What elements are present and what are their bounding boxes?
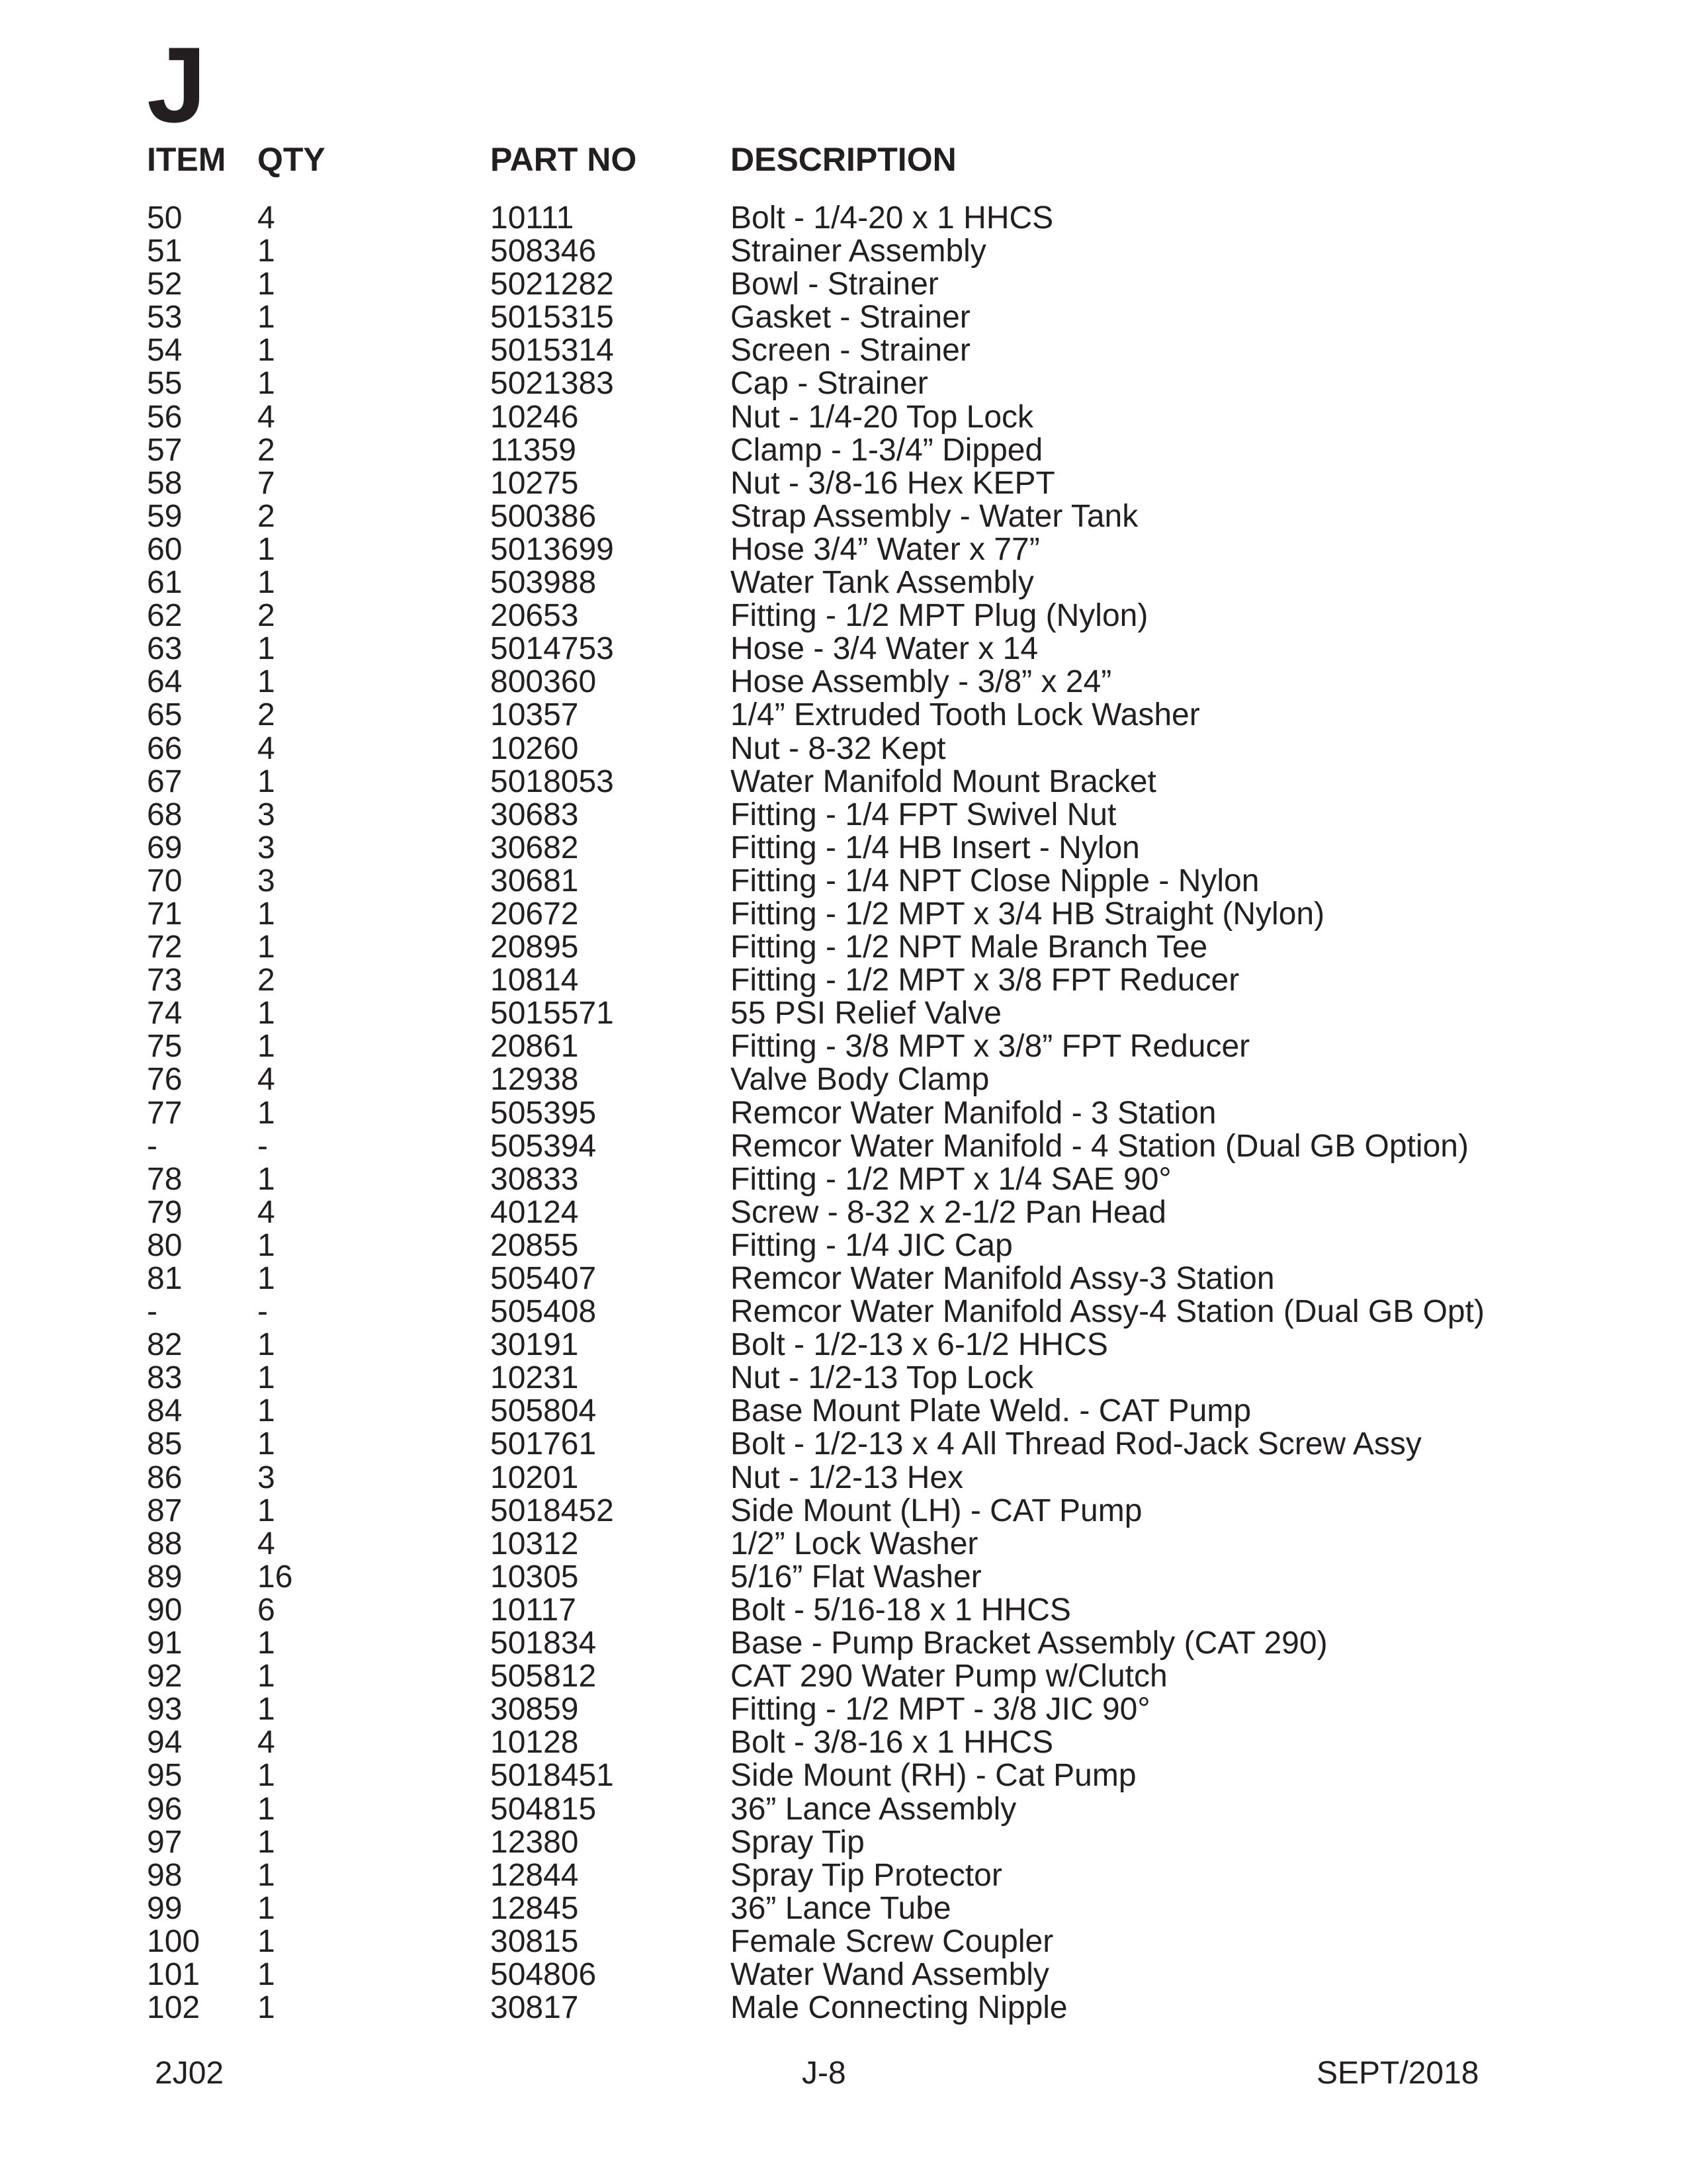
row-description: Remcor Water Manifold - 4 Station (Dual GB Option) <box>730 1128 1469 1164</box>
row-qty: 1 <box>257 1758 275 1794</box>
row-qty: 16 <box>257 1559 293 1594</box>
row-item: 101 <box>147 1956 200 1992</box>
table-row <box>0 1627 1687 1660</box>
row-qty: 1 <box>257 1923 275 1959</box>
row-part-no: 12938 <box>490 1062 579 1098</box>
row-part-no: 10128 <box>490 1725 579 1761</box>
row-description: Fitting - 1/4 HB Insert - Nylon <box>730 830 1140 865</box>
row-qty: 1 <box>257 234 275 269</box>
page-footer <box>0 2055 1687 2095</box>
row-part-no: 5018053 <box>490 764 614 799</box>
row-qty: 2 <box>257 697 275 733</box>
row-item: - <box>147 1294 157 1330</box>
table-row <box>0 1594 1687 1627</box>
row-description: 1/2” Lock Washer <box>730 1526 978 1561</box>
table-row <box>0 1892 1687 1925</box>
table-row <box>0 765 1687 799</box>
table-row <box>0 1726 1687 1759</box>
row-qty: 1 <box>257 1659 275 1694</box>
row-part-no: 11359 <box>490 432 576 468</box>
row-part-no: 5013699 <box>490 531 614 567</box>
row-description: Spray Tip Protector <box>730 1857 1002 1893</box>
row-description: Hose Assembly - 3/8” x 24” <box>730 664 1112 700</box>
row-part-no: 10201 <box>490 1460 579 1495</box>
table-header <box>0 140 1687 180</box>
row-description: 1/4” Extruded Tooth Lock Washer <box>730 697 1200 733</box>
row-qty: 3 <box>257 1460 275 1495</box>
table-row <box>0 931 1687 964</box>
row-item: 93 <box>147 1692 183 1727</box>
row-qty: 1 <box>257 1327 275 1363</box>
table-row <box>0 1295 1687 1329</box>
table-row <box>0 500 1687 533</box>
row-item: 58 <box>147 465 183 501</box>
row-qty: 2 <box>257 963 275 998</box>
row-description: Nut - 1/2-13 Hex <box>730 1460 964 1495</box>
row-item: 100 <box>147 1923 200 1959</box>
row-part-no: 505812 <box>490 1659 597 1694</box>
row-description: Clamp - 1-3/4” Dipped <box>730 432 1043 468</box>
table-row <box>0 1428 1687 1461</box>
row-description: Bolt - 5/16-18 x 1 HHCS <box>730 1592 1071 1628</box>
row-description: Fitting - 1/4 NPT Close Nipple - Nylon <box>730 863 1260 898</box>
table-row <box>0 1462 1687 1495</box>
row-part-no: 10260 <box>490 730 579 766</box>
header-part-no: PART NO <box>490 141 637 178</box>
header-qty: QTY <box>257 141 325 178</box>
row-qty: 1 <box>257 366 275 402</box>
row-qty: 1 <box>257 1890 275 1926</box>
row-qty: 3 <box>257 797 275 832</box>
row-description: 5/16” Flat Washer <box>730 1559 982 1594</box>
row-part-no: 5021383 <box>490 366 614 402</box>
row-qty: 1 <box>257 1956 275 1992</box>
table-row <box>0 599 1687 633</box>
row-part-no: 10312 <box>490 1526 579 1561</box>
table-row <box>0 202 1687 235</box>
row-part-no: 30191 <box>490 1327 579 1363</box>
table-row <box>0 235 1687 268</box>
row-description: Nut - 1/2-13 Top Lock <box>730 1360 1034 1396</box>
row-part-no: 40124 <box>490 1194 579 1230</box>
row-description: Nut - 1/4-20 Top Lock <box>730 399 1034 435</box>
table-row <box>0 367 1687 400</box>
row-item: 87 <box>147 1493 183 1528</box>
table-row <box>0 467 1687 500</box>
table-row <box>0 1030 1687 1063</box>
row-part-no: 505407 <box>490 1261 597 1296</box>
row-description: Fitting - 1/2 MPT x 3/4 HB Straight (Nylon) <box>730 896 1325 932</box>
table-row <box>0 533 1687 566</box>
row-description: Fitting - 1/2 MPT Plug (Nylon) <box>730 598 1148 634</box>
table-row <box>0 1130 1687 1163</box>
row-item: 51 <box>147 234 183 269</box>
row-part-no: 5018451 <box>490 1758 614 1794</box>
row-item: 78 <box>147 1161 183 1197</box>
row-description: Bolt - 1/4-20 x 1 HHCS <box>730 200 1054 236</box>
row-description: Remcor Water Manifold Assy-3 Station <box>730 1261 1275 1296</box>
section-letter: J <box>147 25 207 145</box>
row-part-no: 800360 <box>490 664 597 700</box>
row-item: 83 <box>147 1360 183 1396</box>
parts-list <box>0 202 1687 2025</box>
row-part-no: 5015314 <box>490 333 614 369</box>
row-qty: 1 <box>257 1426 275 1462</box>
row-part-no: 20653 <box>490 598 579 634</box>
table-row <box>0 1759 1687 1792</box>
row-qty: 4 <box>257 730 275 766</box>
row-item: 72 <box>147 930 183 965</box>
row-item: 60 <box>147 531 183 567</box>
table-row <box>0 964 1687 997</box>
row-item: 62 <box>147 598 183 634</box>
table-row <box>0 434 1687 467</box>
row-qty: 1 <box>257 300 275 335</box>
row-qty: 1 <box>257 1095 275 1131</box>
table-row <box>0 1826 1687 1859</box>
row-qty: 1 <box>257 1227 275 1263</box>
table-row <box>0 566 1687 599</box>
table-row <box>0 1528 1687 1561</box>
row-qty: 4 <box>257 1194 275 1230</box>
row-description: 36” Lance Tube <box>730 1890 951 1926</box>
table-row <box>0 1097 1687 1130</box>
row-part-no: 5015571 <box>490 996 614 1031</box>
row-qty: 1 <box>257 930 275 965</box>
table-row <box>0 699 1687 732</box>
footer-doc-code: 2J02 <box>155 2056 224 2091</box>
row-part-no: 5014753 <box>490 631 614 667</box>
table-row <box>0 732 1687 765</box>
row-description: Bolt - 1/2-13 x 4 All Thread Rod-Jack Screw Assy <box>730 1426 1422 1462</box>
row-item: 77 <box>147 1095 183 1131</box>
row-qty: 1 <box>257 631 275 667</box>
row-part-no: 503988 <box>490 565 597 601</box>
row-part-no: 30682 <box>490 830 579 865</box>
row-part-no: 10117 <box>490 1592 576 1628</box>
table-row <box>0 1561 1687 1594</box>
row-qty: 1 <box>257 1824 275 1860</box>
row-item: - <box>147 1128 157 1164</box>
row-qty: 7 <box>257 465 275 501</box>
table-row <box>0 268 1687 301</box>
row-qty: 1 <box>257 764 275 799</box>
table-row <box>0 1495 1687 1528</box>
row-description: Strainer Assembly <box>730 234 986 269</box>
table-row <box>0 1196 1687 1229</box>
row-item: 76 <box>147 1062 183 1098</box>
row-item: 99 <box>147 1890 183 1926</box>
row-qty: 1 <box>257 1261 275 1296</box>
row-part-no: 30683 <box>490 797 579 832</box>
row-part-no: 504815 <box>490 1791 597 1827</box>
row-part-no: 30815 <box>490 1923 579 1959</box>
row-description: 36” Lance Assembly <box>730 1791 1017 1827</box>
row-item: 88 <box>147 1526 183 1561</box>
row-item: 59 <box>147 498 183 534</box>
row-part-no: 10246 <box>490 399 579 435</box>
row-item: 50 <box>147 200 183 236</box>
table-row <box>0 1859 1687 1892</box>
row-item: 90 <box>147 1592 183 1628</box>
row-item: 102 <box>147 1990 200 2026</box>
row-description: Hose 3/4” Water x 77” <box>730 531 1040 567</box>
row-item: 97 <box>147 1824 183 1860</box>
row-description: Fitting - 1/2 MPT - 3/8 JIC 90° <box>730 1692 1150 1727</box>
row-item: 57 <box>147 432 183 468</box>
row-qty: 4 <box>257 399 275 435</box>
row-description: Male Connecting Nipple <box>730 1990 1068 2026</box>
table-row <box>0 1958 1687 1991</box>
row-description: Fitting - 1/2 MPT x 3/8 FPT Reducer <box>730 963 1240 998</box>
row-item: 75 <box>147 1029 183 1065</box>
row-part-no: 12380 <box>490 1824 579 1860</box>
table-row <box>0 1991 1687 2025</box>
table-row <box>0 1329 1687 1362</box>
row-qty: - <box>257 1128 268 1164</box>
row-part-no: 20895 <box>490 930 579 965</box>
row-qty: 1 <box>257 1493 275 1528</box>
header-description: DESCRIPTION <box>730 141 957 178</box>
row-qty: 1 <box>257 1161 275 1197</box>
row-item: 61 <box>147 565 183 601</box>
table-row <box>0 1793 1687 1826</box>
row-qty: 4 <box>257 1062 275 1098</box>
row-description: Hose - 3/4 Water x 14 <box>730 631 1039 667</box>
table-row <box>0 832 1687 865</box>
row-qty: 1 <box>257 664 275 700</box>
table-row <box>0 401 1687 434</box>
row-item: 95 <box>147 1758 183 1794</box>
row-item: 56 <box>147 399 183 435</box>
row-item: 71 <box>147 896 183 932</box>
row-description: Side Mount (LH) - CAT Pump <box>730 1493 1143 1528</box>
row-description: Screen - Strainer <box>730 333 971 369</box>
table-row <box>0 1362 1687 1395</box>
row-qty: 4 <box>257 200 275 236</box>
footer-date: SEPT/2018 <box>1317 2056 1479 2091</box>
table-row <box>0 1262 1687 1295</box>
row-item: 81 <box>147 1261 183 1296</box>
row-qty: 4 <box>257 1526 275 1561</box>
row-item: 66 <box>147 730 183 766</box>
row-item: 92 <box>147 1659 183 1694</box>
row-part-no: 5021282 <box>490 267 614 302</box>
row-part-no: 30859 <box>490 1692 579 1727</box>
row-description: Side Mount (RH) - Cat Pump <box>730 1758 1137 1794</box>
row-qty: 1 <box>257 565 275 601</box>
row-description: Fitting - 1/2 MPT x 1/4 SAE 90° <box>730 1161 1172 1197</box>
row-part-no: 10111 <box>490 200 574 236</box>
row-part-no: 505408 <box>490 1294 597 1330</box>
row-description: Remcor Water Manifold - 3 Station <box>730 1095 1217 1131</box>
row-description: 55 PSI Relief Valve <box>730 996 1002 1031</box>
row-item: 73 <box>147 963 183 998</box>
row-item: 65 <box>147 697 183 733</box>
row-description: Remcor Water Manifold Assy-4 Station (Dual GB Opt) <box>730 1294 1485 1330</box>
table-row <box>0 666 1687 699</box>
row-item: 52 <box>147 267 183 302</box>
row-qty: 2 <box>257 432 275 468</box>
row-qty: 3 <box>257 863 275 898</box>
row-qty: 2 <box>257 598 275 634</box>
row-qty: 2 <box>257 498 275 534</box>
row-qty: 3 <box>257 830 275 865</box>
row-qty: 1 <box>257 1626 275 1661</box>
row-description: Cap - Strainer <box>730 366 928 402</box>
table-row <box>0 1163 1687 1196</box>
row-item: 96 <box>147 1791 183 1827</box>
table-row <box>0 1925 1687 1958</box>
row-description: Fitting - 3/8 MPT x 3/8” FPT Reducer <box>730 1029 1250 1065</box>
row-qty: 1 <box>257 1393 275 1429</box>
row-description: Screw - 8-32 x 2-1/2 Pan Head <box>730 1194 1166 1230</box>
table-row <box>0 1395 1687 1428</box>
row-part-no: 10275 <box>490 465 579 501</box>
row-part-no: 10814 <box>490 963 579 998</box>
row-description: CAT 290 Water Pump w/Clutch <box>730 1659 1168 1694</box>
table-row <box>0 865 1687 898</box>
row-description: Bolt - 1/2-13 x 6-1/2 HHCS <box>730 1327 1108 1363</box>
row-description: Water Wand Assembly <box>730 1956 1049 1992</box>
footer-page-number: J-8 <box>802 2056 846 2091</box>
row-part-no: 30681 <box>490 863 579 898</box>
row-part-no: 20672 <box>490 896 579 932</box>
row-qty: 1 <box>257 1990 275 2026</box>
row-item: 86 <box>147 1460 183 1495</box>
table-row <box>0 334 1687 367</box>
table-row <box>0 997 1687 1030</box>
row-part-no: 10357 <box>490 697 579 733</box>
row-qty: - <box>257 1294 268 1330</box>
row-qty: 1 <box>257 267 275 302</box>
row-part-no: 20855 <box>490 1227 579 1263</box>
row-part-no: 30817 <box>490 1990 579 2026</box>
row-description: Water Manifold Mount Bracket <box>730 764 1156 799</box>
row-description: Fitting - 1/2 NPT Male Branch Tee <box>730 930 1208 965</box>
row-part-no: 501834 <box>490 1626 597 1661</box>
row-qty: 1 <box>257 1029 275 1065</box>
row-item: 91 <box>147 1626 183 1661</box>
row-part-no: 20861 <box>490 1029 579 1065</box>
row-qty: 1 <box>257 1857 275 1893</box>
row-part-no: 12844 <box>490 1857 579 1893</box>
row-part-no: 500386 <box>490 498 597 534</box>
row-part-no: 504806 <box>490 1956 597 1992</box>
table-row <box>0 1693 1687 1726</box>
row-item: 89 <box>147 1559 183 1594</box>
row-part-no: 505395 <box>490 1095 597 1131</box>
row-part-no: 10305 <box>490 1559 579 1594</box>
row-description: Female Screw Coupler <box>730 1923 1054 1959</box>
row-item: 53 <box>147 300 183 335</box>
row-part-no: 5018452 <box>490 1493 614 1528</box>
row-qty: 1 <box>257 1791 275 1827</box>
row-part-no: 5015315 <box>490 300 614 335</box>
row-item: 82 <box>147 1327 183 1363</box>
row-qty: 1 <box>257 996 275 1031</box>
row-item: 54 <box>147 333 183 369</box>
table-row <box>0 1660 1687 1693</box>
row-qty: 1 <box>257 896 275 932</box>
row-description: Valve Body Clamp <box>730 1062 990 1098</box>
row-description: Strap Assembly - Water Tank <box>730 498 1139 534</box>
row-item: 84 <box>147 1393 183 1429</box>
table-row <box>0 898 1687 931</box>
row-description: Base Mount Plate Weld. - CAT Pump <box>730 1393 1252 1429</box>
row-item: 55 <box>147 366 183 402</box>
row-item: 80 <box>147 1227 183 1263</box>
row-qty: 1 <box>257 333 275 369</box>
row-item: 79 <box>147 1194 183 1230</box>
table-row <box>0 633 1687 666</box>
row-part-no: 505394 <box>490 1128 597 1164</box>
table-row <box>0 1063 1687 1096</box>
row-item: 63 <box>147 631 183 667</box>
row-item: 69 <box>147 830 183 865</box>
row-description: Bolt - 3/8-16 x 1 HHCS <box>730 1725 1054 1761</box>
row-part-no: 508346 <box>490 234 597 269</box>
row-item: 70 <box>147 863 183 898</box>
table-row <box>0 799 1687 832</box>
row-part-no: 30833 <box>490 1161 579 1197</box>
row-qty: 1 <box>257 1692 275 1727</box>
row-description: Base - Pump Bracket Assembly (CAT 290) <box>730 1626 1328 1661</box>
row-item: 98 <box>147 1857 183 1893</box>
row-item: 94 <box>147 1725 183 1761</box>
row-description: Water Tank Assembly <box>730 565 1034 601</box>
row-part-no: 10231 <box>490 1360 579 1396</box>
row-qty: 1 <box>257 1360 275 1396</box>
row-qty: 1 <box>257 531 275 567</box>
header-item: ITEM <box>147 141 226 178</box>
row-item: 64 <box>147 664 183 700</box>
row-part-no: 505804 <box>490 1393 597 1429</box>
row-part-no: 501761 <box>490 1426 597 1462</box>
row-item: 74 <box>147 996 183 1031</box>
row-item: 85 <box>147 1426 183 1462</box>
table-row <box>0 1229 1687 1262</box>
row-description: Bowl - Strainer <box>730 267 939 302</box>
row-item: 67 <box>147 764 183 799</box>
row-item: 68 <box>147 797 183 832</box>
row-description: Nut - 8-32 Kept <box>730 730 946 766</box>
row-description: Gasket - Strainer <box>730 300 971 335</box>
table-row <box>0 301 1687 334</box>
row-description: Fitting - 1/4 FPT Swivel Nut <box>730 797 1117 832</box>
row-qty: 4 <box>257 1725 275 1761</box>
row-description: Spray Tip <box>730 1824 865 1860</box>
row-qty: 6 <box>257 1592 275 1628</box>
row-part-no: 12845 <box>490 1890 579 1926</box>
row-description: Nut - 3/8-16 Hex KEPT <box>730 465 1055 501</box>
row-description: Fitting - 1/4 JIC Cap <box>730 1227 1013 1263</box>
